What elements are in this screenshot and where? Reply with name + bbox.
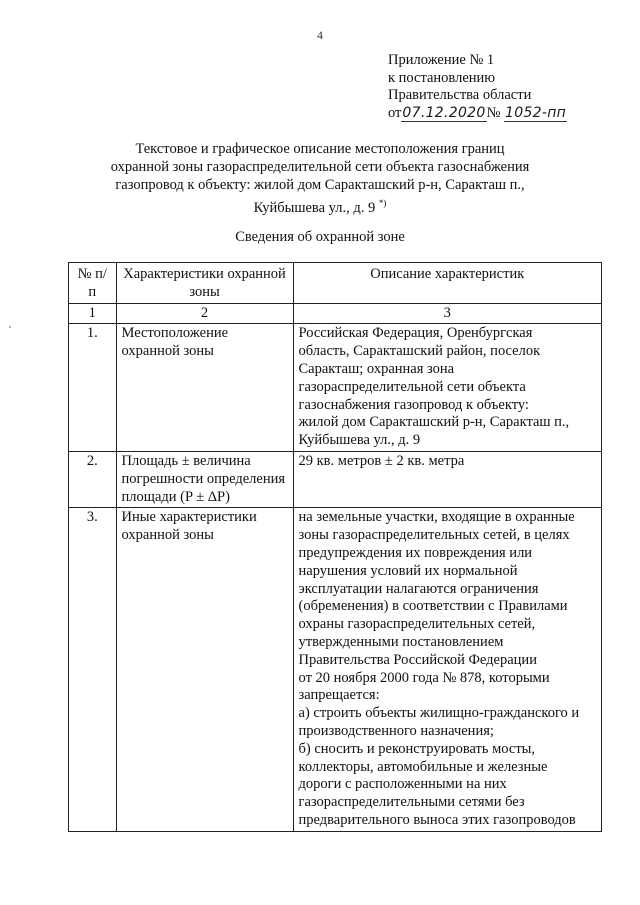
table-header-row	[69, 263, 602, 304]
document-title	[0, 140, 640, 217]
row-characteristic: Местоположение охранной зоны	[116, 324, 293, 452]
description-line: запрещается:	[298, 687, 380, 704]
description-line: эксплуатации налагаются ограничения	[298, 580, 539, 597]
description-line: Куйбышева ул., д. 9	[298, 432, 421, 449]
row-characteristic: Иные характеристики охранной зоны	[116, 508, 293, 831]
title-line-3: газопровод к объекту: жилой дом Саракташский р-н, Саракташ п.,	[115, 177, 525, 193]
table-row	[69, 451, 602, 507]
description-line: (обременения) в соответствии с Правилами	[298, 598, 568, 615]
appendix-line-3: Правительства области	[388, 87, 532, 103]
appendix-line-1: Приложение № 1	[388, 52, 495, 68]
page-number: 4	[317, 28, 323, 42]
header-number: № п/п	[69, 263, 117, 304]
description-line: Саракташ; охранная зона	[298, 360, 455, 377]
appendix-block	[388, 52, 567, 122]
row-description	[293, 451, 601, 507]
title-line-4-wrap	[0, 194, 640, 217]
description-line: производственного назначения;	[298, 722, 494, 739]
number-sign: №	[486, 104, 501, 121]
table-row	[69, 508, 602, 831]
title-line-2: охранной зоны газораспределительной сети объекта газоснабжения	[110, 159, 530, 175]
description-line: 29 кв. метров ± 2 кв. метра	[298, 452, 465, 469]
description-line: на земельные участки, входящие в охранные	[298, 509, 575, 526]
row-description	[293, 324, 601, 452]
handwritten-number: 1052-пп	[505, 104, 567, 121]
handwritten-date: 07.12.2020	[402, 104, 486, 121]
row-number: 1.	[69, 324, 117, 452]
description-line: охраны газораспределительных сетей,	[298, 616, 536, 633]
row-number: 2.	[69, 451, 117, 507]
description-line: зоны газораспределительных сетей, в целях	[298, 527, 570, 544]
table-index-row	[69, 303, 602, 324]
index-col-3: 3	[293, 303, 601, 324]
table-row	[69, 324, 602, 452]
appendix-line-2: к постановлению	[388, 69, 496, 86]
description-line: а) строить объекты жилищно-гражданского и	[298, 705, 580, 722]
description-line: нарушения условий их нормальной	[298, 562, 518, 579]
title-line-4: Куйбышева ул., д. 9	[253, 199, 376, 216]
description-line: дороги с расположенными на них	[298, 776, 507, 793]
description-line: б) сносить и реконструировать мосты,	[298, 740, 536, 757]
row-number: 3.	[69, 508, 117, 831]
description-line: коллекторы, автомобильные и железные	[298, 758, 548, 775]
description-line: газоснабжения газопровод к объекту:	[298, 396, 529, 413]
description-line: утвержденными постановлением	[298, 633, 504, 650]
description-line: предупреждения их повреждения или	[298, 544, 533, 561]
row-characteristic: Площадь ± величина погрешности определения площади (P ± ΔP)	[116, 451, 293, 507]
description-line: газораспределительными сетями без	[298, 794, 525, 811]
index-col-2: 2	[116, 303, 293, 324]
description-line: Российская Федерация, Оренбургская	[298, 325, 533, 342]
header-characteristic: Характеристики охранной зоны	[116, 263, 293, 304]
row-description	[293, 508, 601, 831]
appendix-date-line	[388, 105, 567, 123]
header-description: Описание характеристик	[293, 263, 601, 304]
description-line: жилой дом Саракташский р-н, Саракташ п.,	[298, 414, 570, 431]
description-line: область, Саракташский район, поселок	[298, 343, 541, 360]
title-line-1: Текстовое и графическое описание местоположения границ	[135, 141, 505, 157]
description-line: Правительства Российской Федерации	[298, 651, 537, 668]
index-col-1: 1	[69, 303, 117, 324]
section-subtitle: Сведения об охранной зоне	[235, 229, 405, 245]
description-line: предварительного выноса этих газопроводов	[298, 811, 576, 828]
margin-mark	[9, 326, 11, 328]
zone-info-table	[68, 262, 602, 832]
description-line: от 20 ноября 2000 года № 878, которыми	[298, 669, 550, 686]
footnote-mark: *)	[378, 198, 387, 208]
description-line: газораспределительной сети объекта	[298, 378, 526, 395]
date-prefix: от	[388, 104, 402, 121]
